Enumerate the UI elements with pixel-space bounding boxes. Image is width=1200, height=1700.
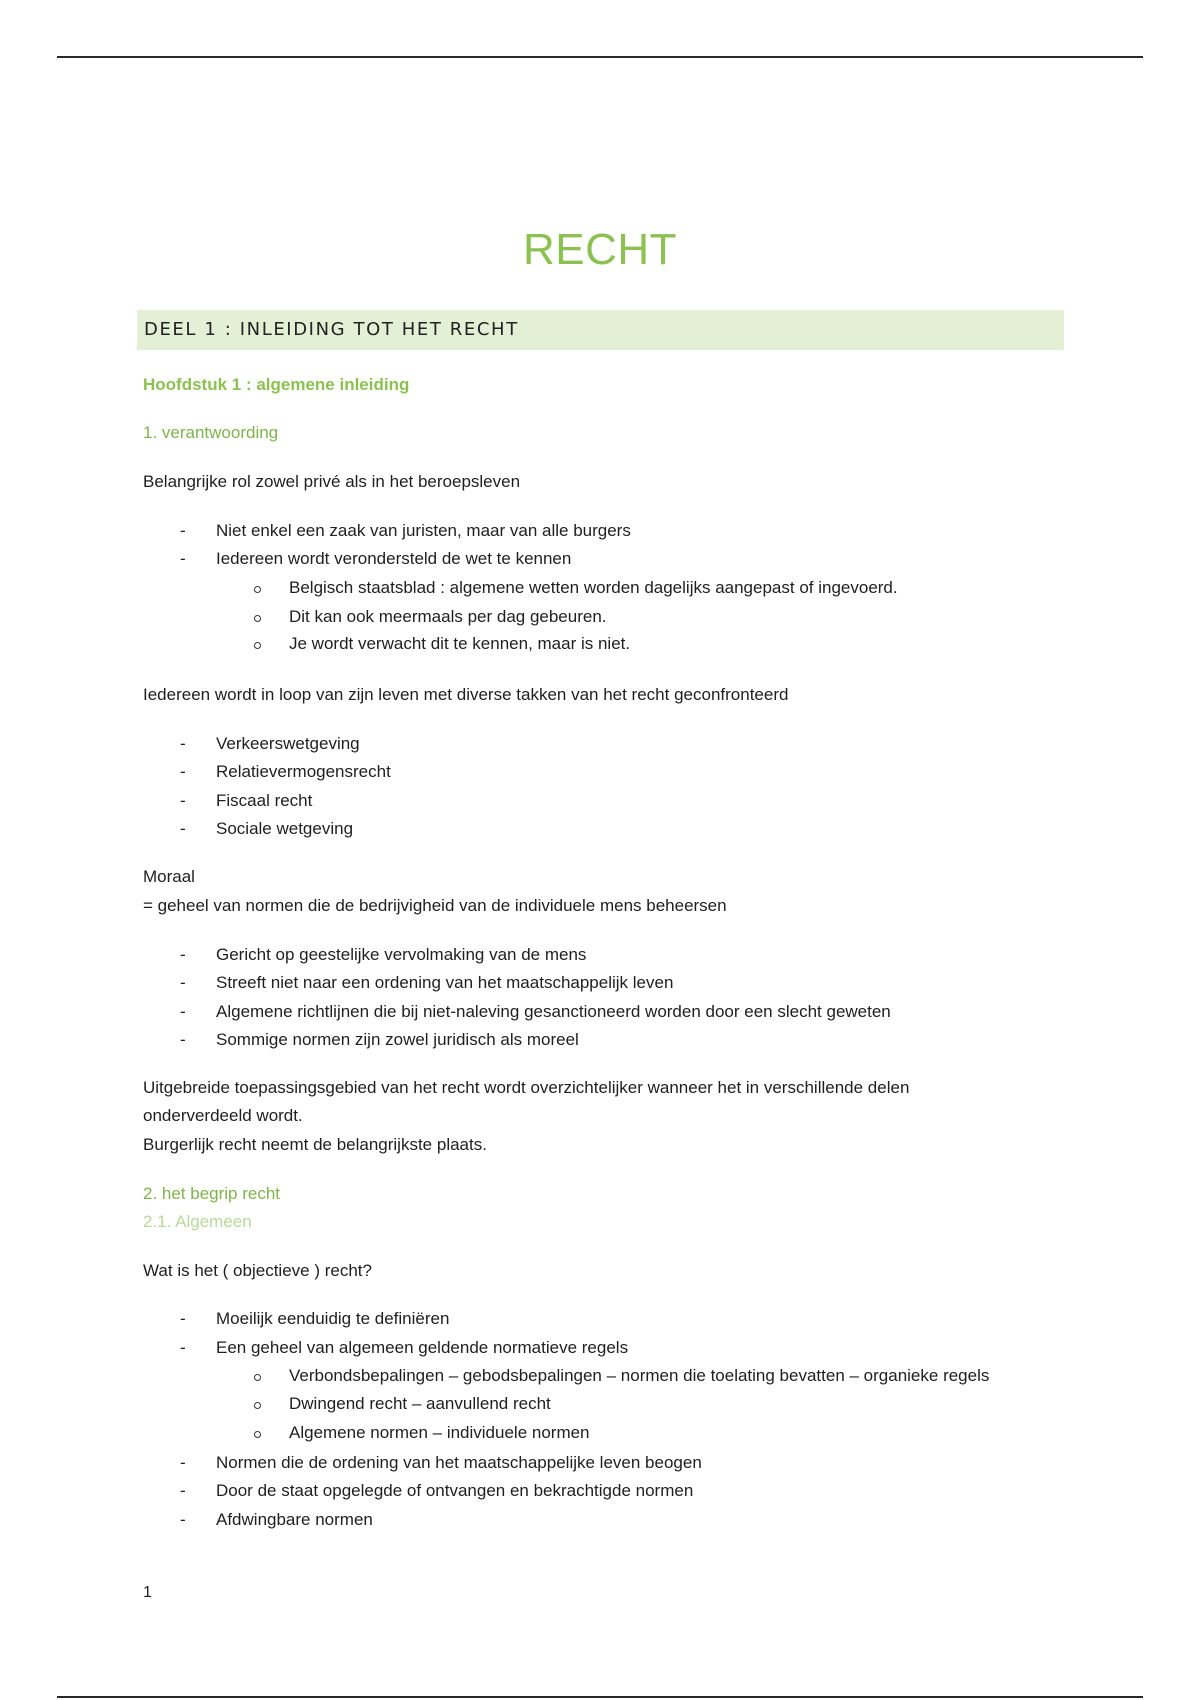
bullet-dash: - xyxy=(180,762,186,781)
footer-rule xyxy=(57,1696,1143,1698)
list-item: Een geheel van algemeen geldende normatieve regels xyxy=(216,1338,629,1357)
sub-list-item: Je wordt verwacht dit te kennen, maar is niet. xyxy=(289,634,631,653)
bullet-dash: - xyxy=(180,819,186,838)
bullet-dash: - xyxy=(180,1309,186,1328)
list-item: Door de staat opgelegde of ontvangen en bekrachtigde normen xyxy=(216,1481,694,1500)
list-item: Verkeerswetgeving xyxy=(216,734,360,753)
bullet-dash: - xyxy=(180,1453,186,1472)
paragraph-line: Burgerlijk recht neemt de belangrijkste plaats. xyxy=(143,1135,487,1154)
sub-list-item: Dit kan ook meermaals per dag gebeuren. xyxy=(289,607,607,626)
bullet-dash: - xyxy=(180,1030,186,1049)
part-heading-band xyxy=(137,310,1064,350)
bullet-circle-icon xyxy=(254,642,261,649)
header-rule xyxy=(57,56,1143,58)
chapter-heading: Hoofdstuk 1 : algemene inleiding xyxy=(143,375,410,394)
part-heading: DEEL 1 : INLEIDING TOT HET RECHT xyxy=(144,319,519,340)
bullet-circle-icon xyxy=(254,1431,261,1438)
question-text: Wat is het ( objectieve ) recht? xyxy=(143,1261,372,1280)
paragraph-line: Uitgebreide toepassingsgebied van het recht wordt overzichtelijker wanneer het in verschillende delen xyxy=(143,1078,910,1097)
moraal-definition: = geheel van normen die de bedrijvigheid van de individuele mens beheersen xyxy=(143,896,727,915)
paragraph-line: onderverdeeld wordt. xyxy=(143,1106,303,1125)
list-item: Niet enkel een zaak van juristen, maar van alle burgers xyxy=(216,521,631,540)
paragraph-branches-intro: Iedereen wordt in loop van zijn leven met diverse takken van het recht geconfronteerd xyxy=(143,685,789,704)
list-item: Relatievermogensrecht xyxy=(216,762,391,781)
bullet-circle-icon xyxy=(254,1374,261,1381)
section-heading-begrip-recht: 2. het begrip recht xyxy=(143,1184,281,1203)
bullet-dash: - xyxy=(180,973,186,992)
list-item: Streeft niet naar een ordening van het maatschappelijk leven xyxy=(216,973,674,992)
list-item: Sociale wetgeving xyxy=(216,819,354,838)
list-item: Algemene richtlijnen die bij niet-naleving gesanctioneerd worden door een slecht geweten xyxy=(216,1002,891,1021)
bullet-dash: - xyxy=(180,734,186,753)
bullet-dash: - xyxy=(180,1481,186,1500)
sub-list-item: Belgisch staatsblad : algemene wetten worden dagelijks aangepast of ingevoerd. xyxy=(289,578,898,597)
list-item: Normen die de ordening van het maatschappelijke leven beogen xyxy=(216,1453,702,1472)
bullet-dash: - xyxy=(180,549,186,568)
list-item: Gericht op geestelijke vervolmaking van de mens xyxy=(216,945,587,964)
moraal-label: Moraal xyxy=(143,867,195,886)
list-item: Moeilijk eenduidig te definiëren xyxy=(216,1309,450,1328)
page-number: 1 xyxy=(143,1584,152,1601)
bullet-circle-icon xyxy=(254,1402,261,1409)
list-item: Sommige normen zijn zowel juridisch als moreel xyxy=(216,1030,579,1049)
document-title: RECHT xyxy=(522,225,678,274)
sub-list-item: Dwingend recht – aanvullend recht xyxy=(289,1394,551,1413)
bullet-dash: - xyxy=(180,521,186,540)
paragraph-intro: Belangrijke rol zowel privé als in het beroepsleven xyxy=(143,472,521,491)
bullet-dash: - xyxy=(180,945,186,964)
list-item: Iedereen wordt verondersteld de wet te kennen xyxy=(216,549,572,568)
bullet-dash: - xyxy=(180,791,186,810)
list-item: Fiscaal recht xyxy=(216,791,313,810)
list-item: Afdwingbare normen xyxy=(216,1510,373,1529)
bullet-dash: - xyxy=(180,1002,186,1021)
bullet-circle-icon xyxy=(254,586,261,593)
sub-list-item: Verbondsbepalingen – gebodsbepalingen – normen die toelating bevatten – organieke regels xyxy=(289,1366,990,1385)
subsection-heading-algemeen: 2.1. Algemeen xyxy=(143,1212,252,1231)
bullet-dash: - xyxy=(180,1338,186,1357)
sub-list-item: Algemene normen – individuele normen xyxy=(289,1423,590,1442)
bullet-dash: - xyxy=(180,1510,186,1529)
bullet-circle-icon xyxy=(254,615,261,622)
section-heading-verantwoording: 1. verantwoording xyxy=(143,423,279,442)
